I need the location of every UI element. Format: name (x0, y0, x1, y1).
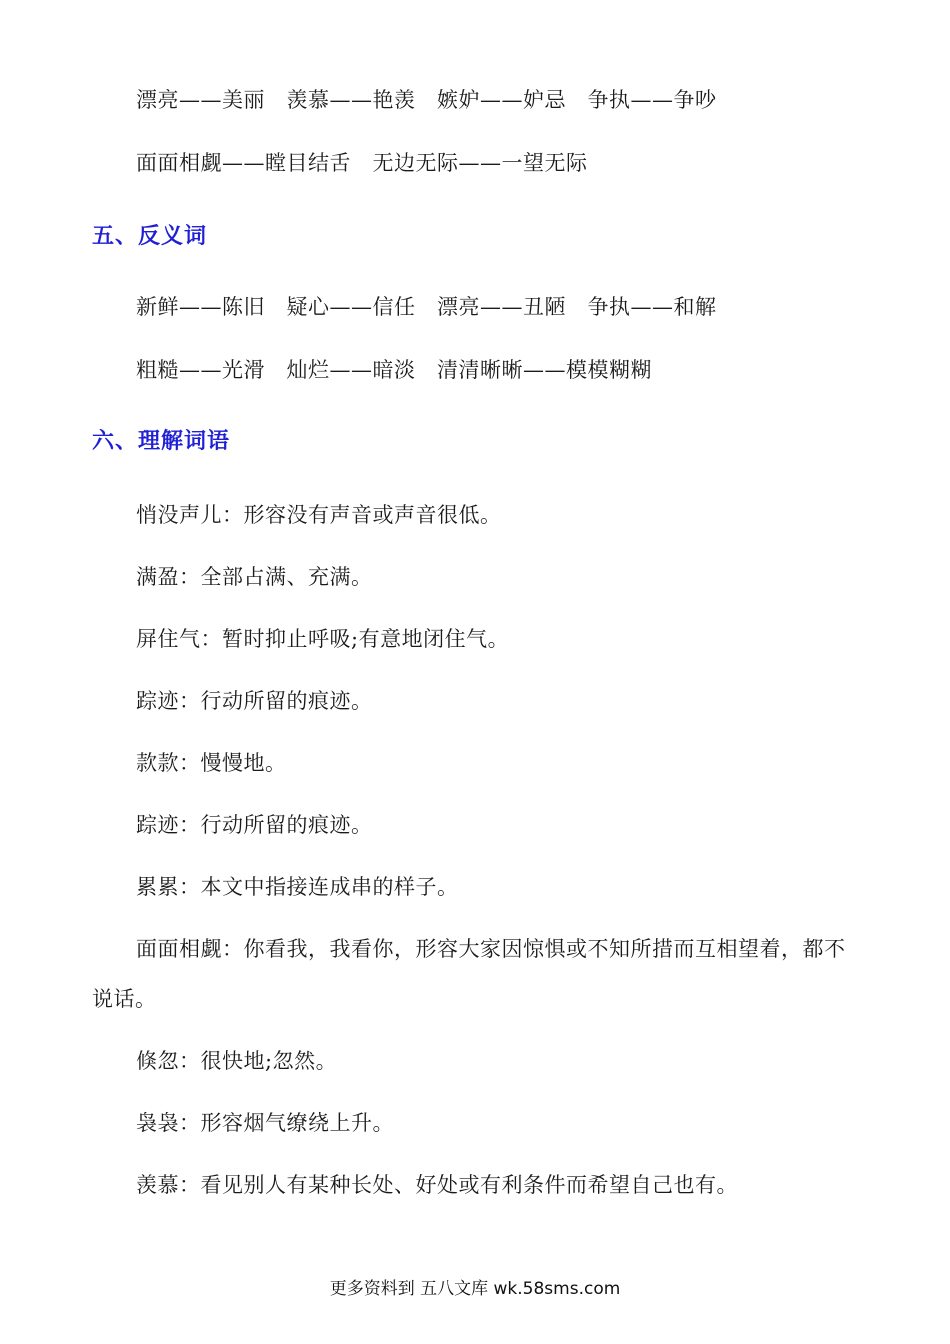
vocabulary-item: 踪迹：行动所留的痕迹。 (136, 689, 373, 713)
synonym-line-2: 面面相觑——瞠目结舌 无边无际——一望无际 (136, 151, 588, 175)
antonym-line-2: 粗糙——光滑 灿烂——暗淡 清清晰晰——模模糊糊 (136, 358, 652, 382)
vocabulary-item: 累累：本文中指接连成串的样子。 (136, 875, 459, 899)
vocabulary-heading: 六、理解词语 (92, 429, 231, 454)
antonym-line-1: 新鲜——陈旧 疑心——信任 漂亮——丑陋 争执——和解 (136, 295, 717, 319)
vocabulary-item: 袅袅：形容烟气缭绕上升。 (136, 1111, 394, 1135)
vocabulary-item: 屏住气：暂时抑止呼吸;有意地闭住气。 (136, 627, 510, 651)
antonyms-heading: 五、反义词 (92, 224, 208, 249)
vocabulary-item: 踪迹：行动所留的痕迹。 (136, 813, 373, 837)
page-footer: 更多资料到 五八文库 wk.58sms.com (329, 1279, 621, 1299)
vocabulary-item-wrapped: 面面相觑：你看我，我看你，形容大家因惊惧或不知所措而互相望着，都不说话。 (92, 937, 846, 1011)
synonym-line-1: 漂亮——美丽 羡慕——艳羡 嫉妒——妒忌 争执——争吵 (136, 88, 717, 112)
vocabulary-item: 满盈：全部占满、充满。 (136, 565, 373, 589)
vocabulary-item: 款款：慢慢地。 (136, 751, 287, 775)
vocabulary-item: 悄没声儿：形容没有声音或声音很低。 (136, 503, 502, 527)
vocabulary-item: 羡慕：看见别人有某种长处、好处或有利条件而希望自己也有。 (136, 1173, 738, 1197)
vocabulary-item: 倏忽：很快地;忽然。 (136, 1049, 338, 1073)
